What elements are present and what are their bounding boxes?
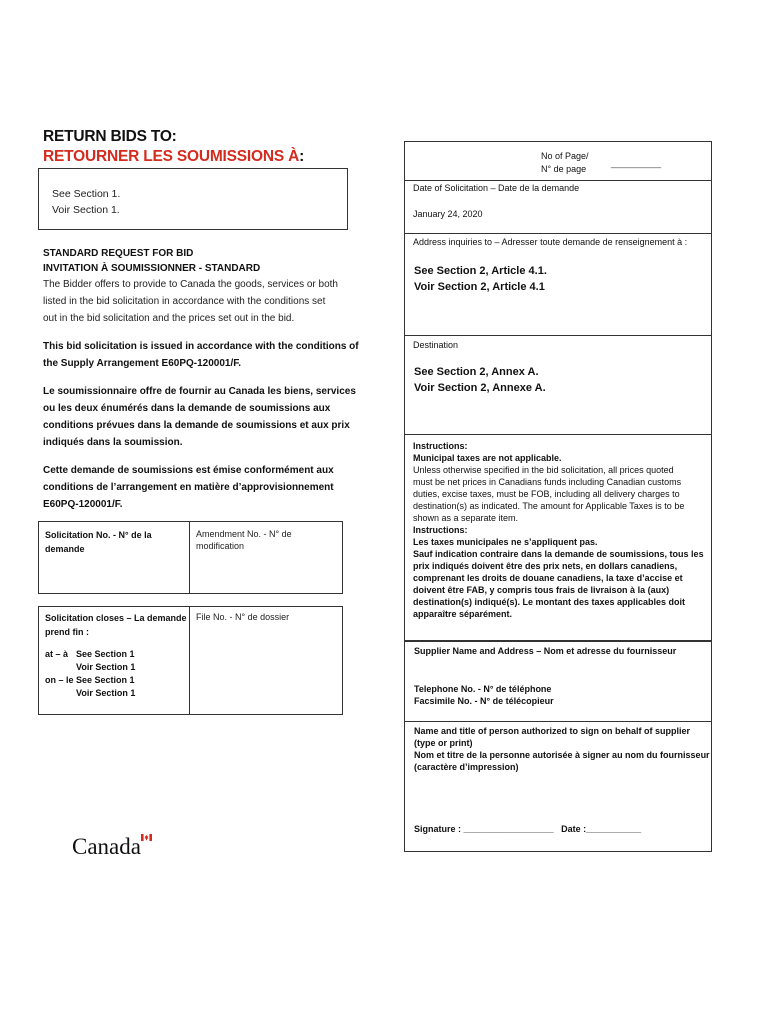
para3-line: Le soumissionnaire offre de fournir au Canada les biens, services xyxy=(43,386,356,397)
at-value-1: See Section 1 xyxy=(76,649,135,659)
para1-line: out in the bid solicitation and the prices set out in the bid. xyxy=(43,313,295,324)
destination-label: Destination xyxy=(413,340,459,350)
return-line-2: Voir Section 1. xyxy=(52,204,120,216)
file-number-label: File No. - N° de dossier xyxy=(196,612,290,622)
signatory-label-1: Name and title of person authorized to sign on behalf of supplier xyxy=(414,726,691,736)
instructions-en-line: must be net prices in Canadians funds including Canadian customs xyxy=(413,477,682,487)
page-label-fr: N° de page xyxy=(541,164,587,174)
at-label: at – à xyxy=(45,649,69,659)
solicitation-number-label-2: demande xyxy=(45,544,85,554)
solicitation-divider xyxy=(189,522,190,594)
date-label: Date of Solicitation – Date de la demande xyxy=(413,183,580,193)
address-line-1: See Section 2, Article 4.1. xyxy=(414,265,547,277)
closes-label-1: Solicitation closes – La demande xyxy=(45,613,187,623)
address-line-2: Voir Section 2, Article 4.1 xyxy=(414,281,545,293)
instructions-heading-en: Instructions: xyxy=(413,441,468,451)
divider-date xyxy=(404,180,712,181)
instructions-heading-fr: Instructions: xyxy=(413,525,468,535)
instructions-en-line: destination(s) as indicated. The amount for Applicable Taxes is to be xyxy=(413,501,685,511)
instructions-en-line: Unless otherwise specified in the bid solicitation, all prices quoted xyxy=(413,465,674,475)
page-label-en: No of Page/ xyxy=(541,151,589,161)
request-title-en: STANDARD REQUEST FOR BID xyxy=(43,248,194,259)
para2-line: This bid solicitation is issued in accordance with the conditions of xyxy=(43,341,359,352)
para1-line: listed in the bid solicitation in accordance with the conditions set xyxy=(43,296,326,307)
para1-line: The Bidder offers to provide to Canada the goods, services or both xyxy=(43,279,338,290)
para3-line: conditions prévues dans la demande de soumissions et aux prix xyxy=(43,420,350,431)
return-address-box xyxy=(38,168,348,230)
supplier-box xyxy=(404,641,712,722)
return-line-1: See Section 1. xyxy=(52,188,121,200)
destination-line-2: Voir Section 2, Annexe A. xyxy=(414,382,546,394)
solicitation-closes-box xyxy=(38,606,343,715)
return-bids-colon: : xyxy=(299,148,305,165)
amendment-number-label-2: modification xyxy=(196,541,245,551)
signatory-label-2: (type or print) xyxy=(414,738,473,748)
para3-line: indiqués dans la soumission. xyxy=(43,437,183,448)
page-number-blank: __________ xyxy=(611,158,662,168)
instructions-fr-line: Les taxes municipales ne s’appliquent pas. xyxy=(413,537,598,547)
instructions-block xyxy=(413,440,709,620)
instructions-fr-line: apparaître séparément. xyxy=(413,609,513,619)
instructions-fr-line: Sauf indication contraire dans la demande de soumissions, tous les xyxy=(413,549,704,559)
canada-wordmark-text: Canada xyxy=(72,834,141,859)
solicitation-number-box xyxy=(38,521,343,594)
amendment-number-label-1: Amendment No. - N° de xyxy=(196,529,292,539)
instructions-fr-line: doivent être FAB, y compris tous frais de livraison à la (aux) xyxy=(413,585,670,595)
closes-label-2: prend fin : xyxy=(45,627,89,637)
signatory-label-3: Nom et titre de la personne autorisée à signer au nom du fournisseur xyxy=(414,750,710,760)
solicitation-number-label-1: Solicitation No. - N° de la xyxy=(45,530,152,540)
address-label: Address inquiries to – Adresser toute demande de renseignement à : xyxy=(413,237,688,247)
canada-flag-icon xyxy=(141,834,152,841)
request-title-fr: INVITATION À SOUMISSIONNER - STANDARD xyxy=(43,263,261,274)
signature-box xyxy=(404,721,712,852)
para2-line: the Supply Arrangement E60PQ-120001/F. xyxy=(43,358,242,369)
request-paragraph-4 xyxy=(43,462,363,513)
instructions-en-line: duties, excise taxes, must be FOB, including all delivery charges to xyxy=(413,489,680,499)
para4-line: conditions de l’arrangement en matière d’approvisionnement xyxy=(43,482,334,493)
instructions-fr-line: prix indiqués doivent être des prix nets, en dollars canadiens, xyxy=(413,561,678,571)
divider-instructions xyxy=(404,434,712,435)
signature-date-line: Signature : __________________ Date :___________ xyxy=(414,824,642,834)
para4-line: Cette demande de soumissions est émise conformément aux xyxy=(43,465,334,476)
telephone-label: Telephone No. - N° de téléphone xyxy=(414,684,552,694)
destination-line-1: See Section 2, Annex A. xyxy=(414,366,539,378)
request-paragraph-1 xyxy=(43,276,363,327)
at-value-2: Voir Section 1 xyxy=(76,662,136,672)
request-paragraph-3 xyxy=(43,383,363,451)
on-value-1: See Section 1 xyxy=(76,675,135,685)
para3-line: ou les deux énumérés dans la demande de soumissions aux xyxy=(43,403,331,414)
facsimile-label: Facsimile No. - N° de télécopieur xyxy=(414,696,554,706)
instructions-fr-line: destination(s) indiqué(s). Le montant des taxes applicables doit xyxy=(413,597,686,607)
divider-address xyxy=(404,233,712,234)
signatory-label-4: (caractère d’impression) xyxy=(414,762,519,772)
return-bids-fr: RETOURNER LES SOUMISSIONS À xyxy=(43,148,300,165)
canada-wordmark xyxy=(72,834,156,860)
request-paragraph-2 xyxy=(43,338,363,372)
instructions-fr-line: comprenant les droits de douane canadiens, la taxe d’accise et xyxy=(413,573,683,583)
on-value-2: Voir Section 1 xyxy=(76,688,136,698)
supplier-label: Supplier Name and Address – Nom et adresse du fournisseur xyxy=(414,646,677,656)
return-bids-fr-title xyxy=(43,148,304,166)
instructions-municipal-en: Municipal taxes are not applicable. xyxy=(413,453,562,463)
on-label: on – le xyxy=(45,675,74,685)
para4-line: E60PQ-120001/F. xyxy=(43,499,123,510)
instructions-en-line: shown as a separate item. xyxy=(413,513,519,523)
divider-destination xyxy=(404,335,712,336)
date-value: January 24, 2020 xyxy=(413,209,483,219)
return-bids-en: RETURN BIDS TO: xyxy=(43,128,177,145)
closes-divider xyxy=(189,607,190,715)
